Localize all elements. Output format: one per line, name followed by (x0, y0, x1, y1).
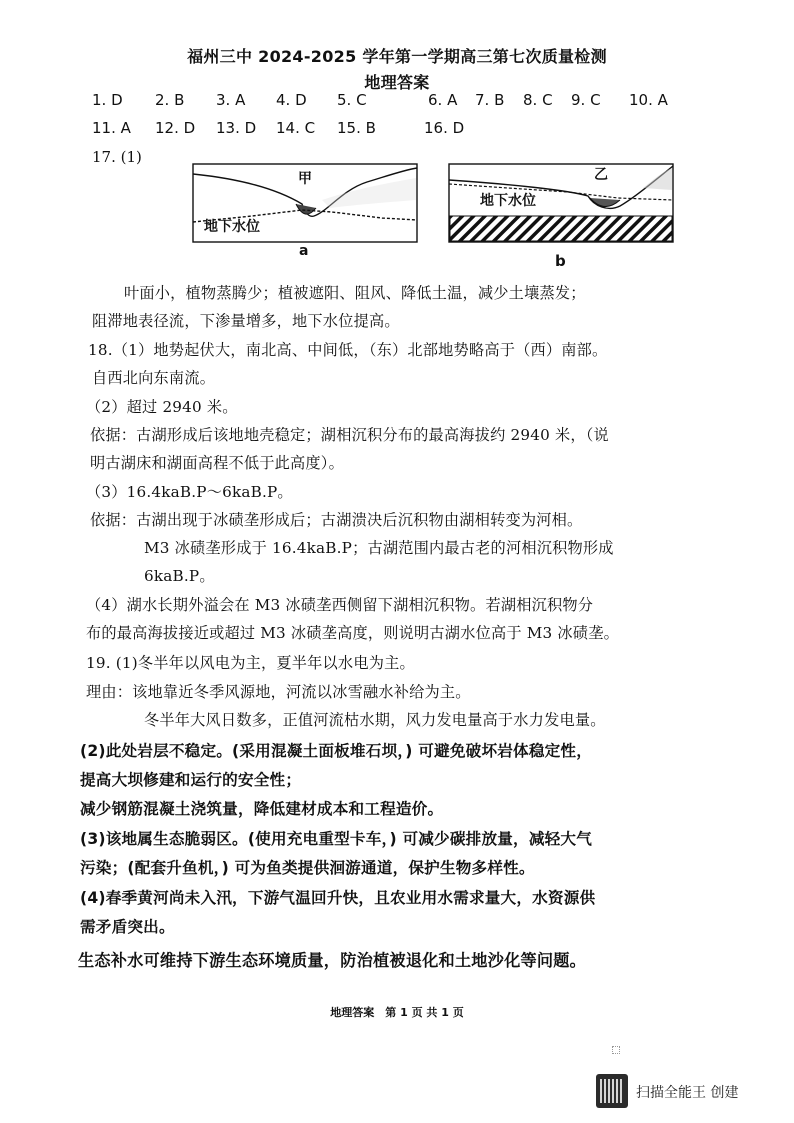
q19-line-7: (3)该地属生态脆弱区。(使用充电重型卡车，) 可减少碳排放量，减轻大气 (80, 830, 592, 848)
mc-answer: 8. C (523, 91, 553, 109)
q18-line-5: 明古湖床和湖面高程不低于此高度）。 (90, 454, 344, 472)
q17-answer-line-2: 阻滞地表径流，下渗量增多，地下水位提高。 (92, 312, 400, 330)
scanner-watermark (596, 1072, 776, 1110)
mc-answer: 10. A (629, 91, 668, 109)
q18-line-3: （2）超过 2940 米。 (86, 398, 238, 416)
mc-answer: 6. A (428, 91, 458, 109)
mc-answer: 14. C (276, 119, 316, 137)
mc-answer: 9. C (571, 91, 601, 109)
q19-line-3: 冬半年大风日数多，正值河流枯水期，风力发电量高于水力发电量。 (144, 711, 606, 729)
q17-answer-line-1: 叶面小，植物蒸腾少；植被遮阳、阻风、降低土温，减少土壤蒸发； (124, 284, 586, 302)
mc-answer: 3. A (216, 91, 246, 109)
q18-line-1: 18.（1）地势起伏大，南北高、中间低，（东）北部地势略高于（西）南部。 (88, 341, 608, 359)
scan-artifact (612, 1046, 620, 1054)
q18-line-10: （4）湖水长期外溢会在 M3 冰碛垄西侧留下湖相沉积物。若湖相沉积物分 (86, 596, 594, 614)
figure-b-caption: b (555, 252, 566, 270)
mc-answer: 16. D (424, 119, 465, 137)
q17-label: 17. (1) (92, 148, 142, 166)
q19-line-6: 减少钢筋混凝土浇筑量，降低建材成本和工程造价。 (80, 800, 444, 818)
q19-line-4: (2)此处岩层不稳定。(采用混凝土面板堆石坝，) 可避免破坏岩体稳定性， (80, 742, 592, 760)
mc-answers-row-2 (92, 119, 712, 143)
q19-line-10: 需矛盾突出。 (80, 918, 175, 936)
mc-answers-row-1 (92, 91, 712, 115)
figure-b-label-yi: 乙 (594, 167, 608, 183)
q19-line-11: 生态补水可维持下游生态环境质量，防治植被退化和土地沙化等问题。 (78, 951, 587, 970)
figure-b (448, 160, 674, 270)
mc-answer: 12. D (155, 119, 196, 137)
figure-a (192, 160, 418, 260)
q19-line-1: 19. (1)冬半年以风电为主，夏半年以水电为主。 (86, 654, 415, 672)
mc-answer: 1. D (92, 91, 123, 109)
mc-answer: 4. D (276, 91, 307, 109)
mc-answer: 15. B (337, 119, 376, 137)
q18-line-9: 6kaB.P。 (144, 567, 215, 585)
q18-line-4: 依据：古湖形成后该地地壳稳定；湖相沉积分布的最高海拔约 2940 米，（说 (90, 426, 609, 444)
scanner-logo-icon (596, 1074, 628, 1108)
q19-line-2: 理由：该地靠近冬季风源地，河流以冰雪融水补给为主。 (86, 683, 471, 701)
mc-answer: 5. C (337, 91, 367, 109)
q18-line-2: 自西北向东南流。 (92, 369, 216, 387)
mc-answer: 2. B (155, 91, 185, 109)
page-subtitle: 地理答案 (364, 73, 430, 92)
scanner-watermark-text: 扫描全能王 创建 (636, 1085, 739, 1101)
figure-a-label-jia: 甲 (298, 171, 312, 187)
figure-a-caption: a (299, 243, 309, 259)
figure-b-water-table-label: 地下水位 (480, 193, 536, 209)
q19-line-5: 提高大坝修建和运行的安全性； (80, 771, 302, 789)
page-footer: 地理答案 第 1 页 共 1 页 (330, 1006, 464, 1019)
q18-line-6: （3）16.4kaB.P～6kaB.P。 (86, 483, 293, 501)
figure-a-water-table-label: 地下水位 (204, 219, 260, 235)
mc-answer: 11. A (92, 119, 131, 137)
page-title: 福州三中 2024-2025 学年第一学期高三第七次质量检测 (187, 47, 607, 66)
mc-answer: 7. B (475, 91, 505, 109)
mc-answer: 13. D (216, 119, 257, 137)
q19-line-8: 污染；(配套升鱼机，) 可为鱼类提供洄游通道，保护生物多样性。 (80, 859, 535, 877)
q18-line-7: 依据：古湖出现于冰碛垄形成后；古湖溃决后沉积物由湖相转变为河相。 (90, 511, 583, 529)
q18-line-11: 布的最高海拔接近或超过 M3 冰碛垄高度，则说明古湖水位高于 M3 冰碛垄。 (86, 624, 619, 642)
q19-line-9: (4)春季黄河尚未入汛，下游气温回升快，且农业用水需求量大，水资源供 (80, 889, 596, 907)
q18-line-8: M3 冰碛垄形成于 16.4kaB.P；古湖范围内最古老的河相沉积物形成 (144, 539, 614, 557)
